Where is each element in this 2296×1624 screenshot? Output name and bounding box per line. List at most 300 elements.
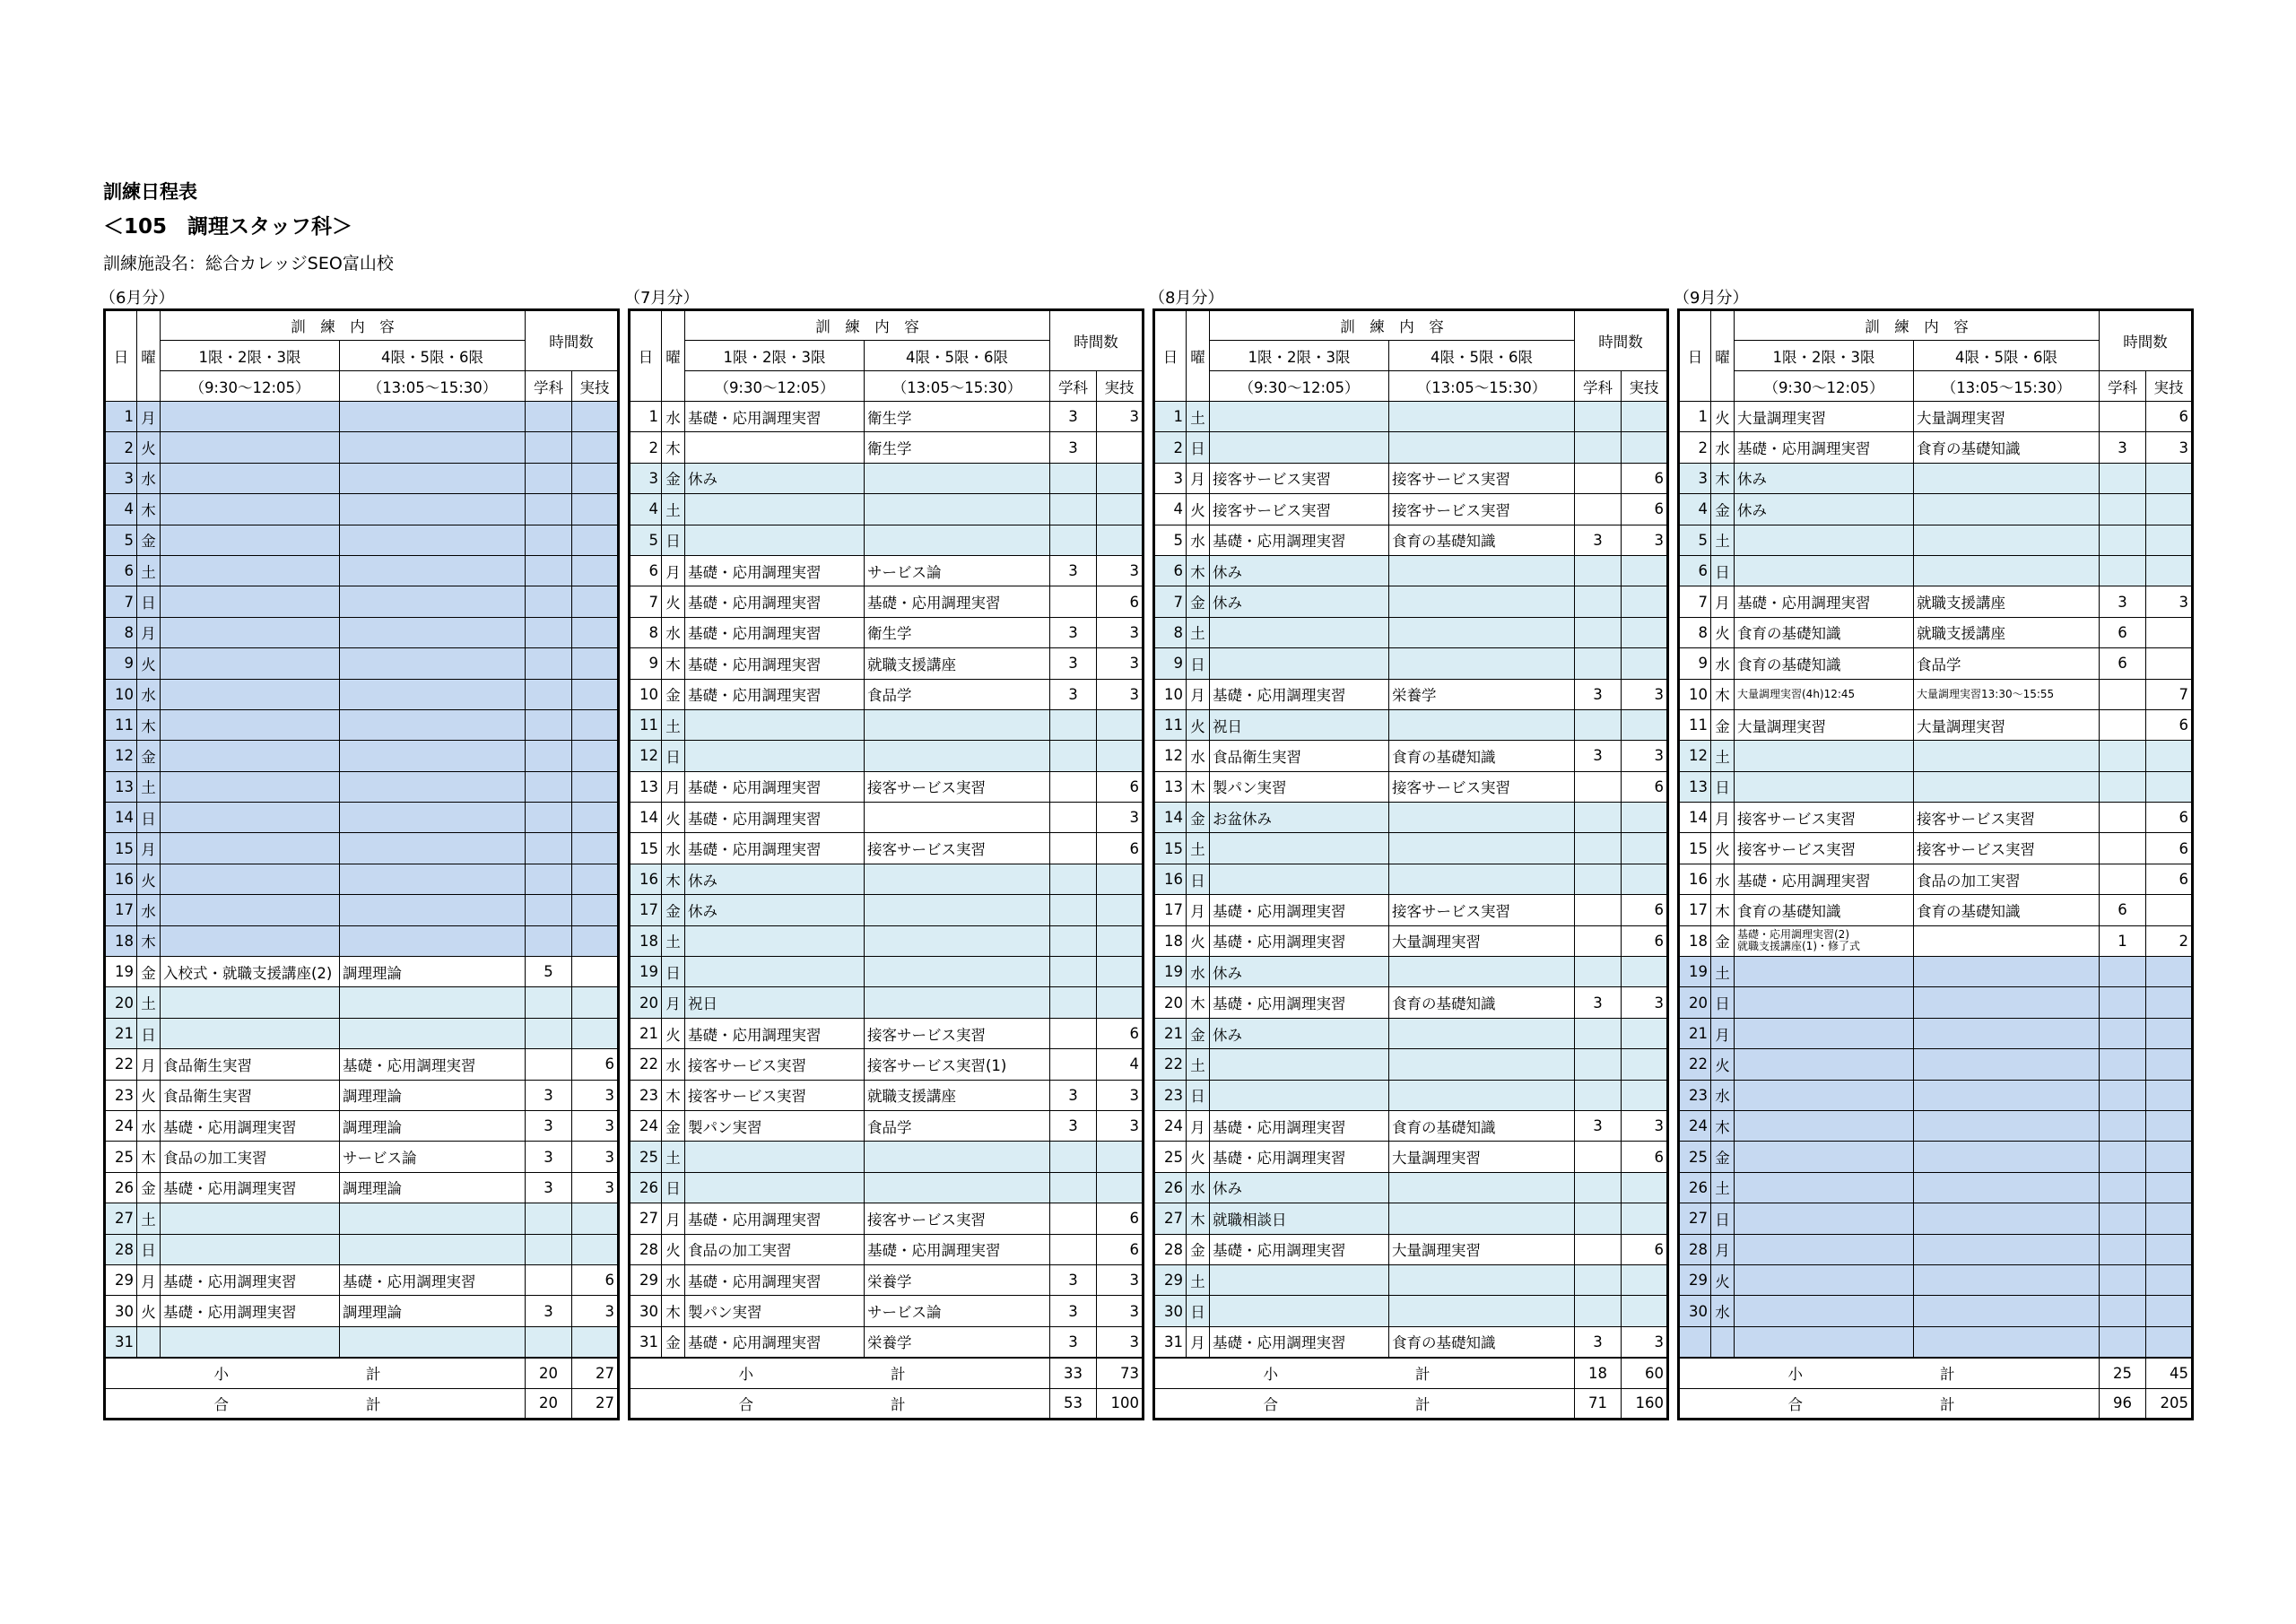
day-cell: 11 xyxy=(1154,709,1187,740)
dow-cell: 水 xyxy=(1711,648,1735,679)
am-cell xyxy=(1210,432,1389,463)
am-cell xyxy=(1735,1203,1914,1234)
am-cell: 製パン実習 xyxy=(685,1110,865,1141)
practice-hours-cell xyxy=(1622,555,1668,586)
practice-hours-cell xyxy=(1622,957,1668,987)
pm-cell xyxy=(340,1234,526,1264)
dow-cell: 土 xyxy=(137,1203,161,1234)
total-label: 合 計 xyxy=(1154,1388,1575,1419)
subtotal-row xyxy=(1154,1358,1668,1388)
practice-hours-cell xyxy=(2146,648,2193,679)
col-dow-header: 曜 xyxy=(1187,310,1210,402)
pm-cell: 栄養学 xyxy=(865,1264,1050,1295)
schedule-row xyxy=(1154,741,1668,771)
schedule-row xyxy=(630,463,1144,493)
schedule-row xyxy=(1154,1326,1668,1357)
pm-cell xyxy=(1389,1018,1575,1048)
schedule-row xyxy=(1679,463,2193,493)
lecture-hours-cell xyxy=(2100,741,2146,771)
practice-hours-cell xyxy=(2146,1203,2193,1234)
dow-cell: 月 xyxy=(662,987,685,1018)
subtotal-practice: 73 xyxy=(1097,1358,1144,1388)
practice-hours-cell: 4 xyxy=(1097,1049,1144,1080)
day-cell: 21 xyxy=(1679,1018,1711,1048)
dow-cell: 木 xyxy=(1187,555,1210,586)
schedule-row xyxy=(105,1203,619,1234)
pm-cell: サービス論 xyxy=(865,555,1050,586)
course-subtitle: ＜105 調理スタッフ科＞ xyxy=(103,215,353,239)
col-hours-header: 時間数 xyxy=(1050,310,1144,371)
lecture-hours-cell xyxy=(526,1049,572,1080)
dow-cell: 土 xyxy=(1711,957,1735,987)
dow-cell: 木 xyxy=(662,1296,685,1326)
schedule-row xyxy=(630,895,1144,925)
col-practice-header: 実技 xyxy=(1622,371,1668,402)
practice-hours-cell xyxy=(1622,1264,1668,1295)
practice-hours-cell xyxy=(572,1234,619,1264)
schedule-row xyxy=(1154,648,1668,679)
total-lecture: 96 xyxy=(2100,1388,2146,1419)
lecture-hours-cell xyxy=(2100,1172,2146,1203)
practice-hours-cell xyxy=(1097,987,1144,1018)
col-practice-header: 実技 xyxy=(1097,371,1144,402)
dow-cell: 金 xyxy=(137,741,161,771)
day-cell: 21 xyxy=(1154,1018,1187,1048)
practice-hours-cell xyxy=(1622,1203,1668,1234)
pm-cell: サービス論 xyxy=(340,1142,526,1172)
day-cell: 19 xyxy=(1154,957,1187,987)
dow-cell: 水 xyxy=(137,679,161,709)
pm-cell xyxy=(865,987,1050,1018)
total-lecture: 71 xyxy=(1575,1388,1622,1419)
practice-hours-cell xyxy=(1622,1049,1668,1080)
lecture-hours-cell: 3 xyxy=(1050,1296,1097,1326)
total-row xyxy=(630,1388,1144,1419)
total-practice: 100 xyxy=(1097,1388,1144,1419)
pm-cell xyxy=(865,463,1050,493)
lecture-hours-cell xyxy=(1575,463,1622,493)
practice-hours-cell: 3 xyxy=(572,1110,619,1141)
am-cell xyxy=(1735,555,1914,586)
schedule-row xyxy=(105,1296,619,1326)
day-cell: 9 xyxy=(1679,648,1711,679)
dow-cell: 月 xyxy=(1711,803,1735,833)
subtotal-row xyxy=(630,1358,1144,1388)
am-cell xyxy=(685,525,865,555)
practice-hours-cell xyxy=(1622,1080,1668,1110)
pm-cell xyxy=(1389,957,1575,987)
dow-cell: 金 xyxy=(1711,1142,1735,1172)
practice-hours-cell xyxy=(572,957,619,987)
pm-cell xyxy=(340,895,526,925)
dow-cell: 日 xyxy=(1187,1080,1210,1110)
subtotal-lecture: 20 xyxy=(526,1358,572,1388)
col-dow-header: 曜 xyxy=(1711,310,1735,402)
day-cell: 10 xyxy=(105,679,137,709)
schedule-row xyxy=(630,679,1144,709)
schedule-row xyxy=(1679,1296,2193,1326)
day-cell: 24 xyxy=(105,1110,137,1141)
pm-cell: 接客サービス実習 xyxy=(1389,771,1575,802)
dow-cell: 日 xyxy=(137,1018,161,1048)
practice-hours-cell xyxy=(1097,925,1144,956)
lecture-hours-cell xyxy=(2100,864,2146,894)
lecture-hours-cell: 5 xyxy=(526,957,572,987)
dow-cell: 土 xyxy=(137,555,161,586)
day-cell: 28 xyxy=(630,1234,662,1264)
am-cell: 基礎・応用調理実習 xyxy=(685,586,865,617)
lecture-hours-cell: 6 xyxy=(2100,895,2146,925)
am-cell xyxy=(161,679,340,709)
am-cell xyxy=(685,1172,865,1203)
practice-hours-cell: 3 xyxy=(1622,525,1668,555)
schedule-row xyxy=(105,1142,619,1172)
day-cell: 23 xyxy=(105,1080,137,1110)
pm-cell xyxy=(865,895,1050,925)
practice-hours-cell xyxy=(1097,432,1144,463)
col-day-header: 日 xyxy=(105,310,137,402)
am-cell: 食品衛生実習 xyxy=(161,1049,340,1080)
pm-cell xyxy=(1914,1018,2100,1048)
practice-hours-cell: 3 xyxy=(572,1080,619,1110)
am-cell xyxy=(1210,1080,1389,1110)
am-cell: 製パン実習 xyxy=(1210,771,1389,802)
schedule-row xyxy=(1679,1172,2193,1203)
lecture-hours-cell: 3 xyxy=(1575,987,1622,1018)
dow-cell: 火 xyxy=(1711,402,1735,432)
schedule-row xyxy=(1679,586,2193,617)
practice-hours-cell xyxy=(2146,1080,2193,1110)
lecture-hours-cell: 3 xyxy=(1050,402,1097,432)
dow-cell: 月 xyxy=(1187,1110,1210,1141)
pm-cell xyxy=(1389,617,1575,647)
lecture-hours-cell xyxy=(1575,803,1622,833)
dow-cell: 木 xyxy=(1187,771,1210,802)
am-cell xyxy=(161,402,340,432)
dow-cell: 木 xyxy=(1711,463,1735,493)
pm-cell xyxy=(1914,771,2100,802)
dow-cell: 月 xyxy=(137,1049,161,1080)
practice-hours-cell: 6 xyxy=(2146,833,2193,864)
am-cell: 大量調理実習 xyxy=(1735,709,1914,740)
schedule-row xyxy=(630,1049,1144,1080)
dow-cell: 日 xyxy=(662,525,685,555)
day-cell: 8 xyxy=(630,617,662,647)
pm-cell xyxy=(340,432,526,463)
lecture-hours-cell xyxy=(1575,771,1622,802)
dow-cell: 日 xyxy=(1187,864,1210,894)
dow-cell: 月 xyxy=(662,771,685,802)
lecture-hours-cell xyxy=(1050,803,1097,833)
pm-cell xyxy=(340,1326,526,1357)
col-am-time: （9:30～12:05） xyxy=(161,371,340,402)
practice-hours-cell xyxy=(1097,1172,1144,1203)
dow-cell: 木 xyxy=(1187,1203,1210,1234)
pm-cell: 大量調理実習 xyxy=(1914,709,2100,740)
lecture-hours-cell: 3 xyxy=(1575,525,1622,555)
am-cell: 接客サービス実習 xyxy=(1735,803,1914,833)
day-cell: 29 xyxy=(105,1264,137,1295)
dow-cell: 水 xyxy=(1711,1080,1735,1110)
schedule-row xyxy=(1679,617,2193,647)
am-cell: 基礎・応用調理実習 xyxy=(1210,525,1389,555)
practice-hours-cell: 6 xyxy=(1622,1142,1668,1172)
dow-cell xyxy=(1711,1326,1735,1357)
subtotal-label: 小 計 xyxy=(630,1358,1050,1388)
lecture-hours-cell xyxy=(526,1018,572,1048)
lecture-hours-cell xyxy=(2100,987,2146,1018)
day-cell: 26 xyxy=(105,1172,137,1203)
schedule-row xyxy=(1679,1110,2193,1141)
lecture-hours-cell xyxy=(526,648,572,679)
day-cell: 7 xyxy=(1154,586,1187,617)
day-cell: 14 xyxy=(630,803,662,833)
schedule-row xyxy=(1154,1142,1668,1172)
pm-cell xyxy=(1389,432,1575,463)
pm-cell xyxy=(340,1203,526,1234)
practice-hours-cell xyxy=(2146,1326,2193,1357)
dow-cell: 水 xyxy=(1187,1172,1210,1203)
day-cell: 27 xyxy=(105,1203,137,1234)
dow-cell: 日 xyxy=(137,1234,161,1264)
pm-cell: 食育の基礎知識 xyxy=(1389,1110,1575,1141)
schedule-row xyxy=(1154,555,1668,586)
schedule-row xyxy=(1154,864,1668,894)
pm-cell: 就職支援講座 xyxy=(865,1080,1050,1110)
schedule-row xyxy=(1154,771,1668,802)
am-cell xyxy=(1735,987,1914,1018)
dow-cell: 水 xyxy=(1187,525,1210,555)
day-cell: 28 xyxy=(1679,1234,1711,1264)
col-am-header: 1限・2限・3限 xyxy=(1735,341,1914,371)
lecture-hours-cell xyxy=(526,987,572,1018)
schedule-row xyxy=(1154,957,1668,987)
practice-hours-cell xyxy=(2146,895,2193,925)
lecture-hours-cell xyxy=(2100,494,2146,525)
dow-cell: 木 xyxy=(137,709,161,740)
month-table xyxy=(103,308,620,1420)
day-cell: 19 xyxy=(105,957,137,987)
practice-hours-cell: 3 xyxy=(1622,1110,1668,1141)
lecture-hours-cell xyxy=(1575,1142,1622,1172)
dow-cell: 金 xyxy=(1187,803,1210,833)
pm-cell: 就職支援講座 xyxy=(1914,586,2100,617)
practice-hours-cell: 3 xyxy=(1097,679,1144,709)
month-label: （9月分） xyxy=(1674,289,1749,308)
am-cell: 基礎・応用調理実習 xyxy=(685,1326,865,1357)
schedule-row xyxy=(105,1049,619,1080)
schedule-row xyxy=(1679,679,2193,709)
am-cell xyxy=(161,833,340,864)
schedule-row xyxy=(1679,741,2193,771)
am-cell: 基礎・応用調理実習 xyxy=(685,1203,865,1234)
dow-cell: 水 xyxy=(137,1110,161,1141)
day-cell: 21 xyxy=(630,1018,662,1048)
total-row xyxy=(1679,1388,2193,1419)
schedule-row xyxy=(105,648,619,679)
am-cell: 基礎・応用調理実習 xyxy=(161,1172,340,1203)
practice-hours-cell xyxy=(1622,432,1668,463)
pm-cell xyxy=(865,864,1050,894)
dow-cell: 水 xyxy=(1711,864,1735,894)
am-cell xyxy=(1735,1296,1914,1326)
day-cell: 15 xyxy=(105,833,137,864)
day-cell: 26 xyxy=(1679,1172,1711,1203)
pm-cell: 接客サービス実習 xyxy=(1389,463,1575,493)
practice-hours-cell xyxy=(2146,957,2193,987)
dow-cell: 金 xyxy=(662,679,685,709)
day-cell: 25 xyxy=(105,1142,137,1172)
day-cell: 24 xyxy=(630,1110,662,1141)
am-cell: 基礎・応用調理実習 xyxy=(685,1264,865,1295)
am-cell: 休み xyxy=(1735,463,1914,493)
schedule-row xyxy=(630,1172,1144,1203)
practice-hours-cell: 6 xyxy=(1097,586,1144,617)
pm-cell: 基礎・応用調理実習 xyxy=(340,1049,526,1080)
subtotal-label: 小 計 xyxy=(1679,1358,2100,1388)
day-cell: 30 xyxy=(105,1296,137,1326)
schedule-row xyxy=(630,617,1144,647)
col-am-time: （9:30～12:05） xyxy=(685,371,865,402)
pm-cell xyxy=(1389,1049,1575,1080)
pm-cell: 基礎・応用調理実習 xyxy=(865,586,1050,617)
lecture-hours-cell xyxy=(1575,709,1622,740)
lecture-hours-cell xyxy=(1050,741,1097,771)
day-cell: 24 xyxy=(1679,1110,1711,1141)
dow-cell: 火 xyxy=(137,1080,161,1110)
am-cell: 基礎・応用調理実習 xyxy=(685,617,865,647)
lecture-hours-cell xyxy=(1575,1080,1622,1110)
schedule-row xyxy=(630,771,1144,802)
day-cell: 9 xyxy=(105,648,137,679)
practice-hours-cell: 6 xyxy=(1622,895,1668,925)
am-cell: 食育の基礎知識 xyxy=(1735,648,1914,679)
schedule-row xyxy=(1154,432,1668,463)
day-cell: 23 xyxy=(630,1080,662,1110)
pm-cell xyxy=(1914,1110,2100,1141)
practice-hours-cell xyxy=(1097,957,1144,987)
month-label: （8月分） xyxy=(1149,289,1224,308)
pm-cell: 大量調理実習 xyxy=(1389,925,1575,956)
dow-cell: 月 xyxy=(1711,586,1735,617)
day-cell: 9 xyxy=(1154,648,1187,679)
lecture-hours-cell: 3 xyxy=(1050,1110,1097,1141)
dow-cell: 火 xyxy=(1711,1049,1735,1080)
lecture-hours-cell xyxy=(526,741,572,771)
dow-cell: 水 xyxy=(662,617,685,647)
day-cell: 25 xyxy=(630,1142,662,1172)
day-cell: 1 xyxy=(105,402,137,432)
schedule-row xyxy=(1679,1142,2193,1172)
day-cell: 4 xyxy=(1679,494,1711,525)
schedule-row xyxy=(1679,525,2193,555)
am-cell xyxy=(685,957,865,987)
lecture-hours-cell xyxy=(2100,1264,2146,1295)
pm-cell: 食品学 xyxy=(1914,648,2100,679)
schedule-row xyxy=(1154,586,1668,617)
day-cell: 27 xyxy=(1679,1203,1711,1234)
day-cell: 11 xyxy=(630,709,662,740)
pm-cell xyxy=(865,925,1050,956)
dow-cell: 木 xyxy=(662,1080,685,1110)
practice-hours-cell xyxy=(2146,617,2193,647)
lecture-hours-cell xyxy=(526,432,572,463)
dow-cell: 火 xyxy=(662,1234,685,1264)
day-cell: 2 xyxy=(630,432,662,463)
day-cell: 20 xyxy=(1154,987,1187,1018)
schedule-row xyxy=(1679,1203,2193,1234)
dow-cell: 金 xyxy=(662,463,685,493)
lecture-hours-cell xyxy=(1050,1049,1097,1080)
schedule-row xyxy=(105,402,619,432)
practice-hours-cell xyxy=(2146,1234,2193,1264)
pm-cell: 栄養学 xyxy=(865,1326,1050,1357)
lecture-hours-cell: 3 xyxy=(1575,1110,1622,1141)
practice-hours-cell xyxy=(572,895,619,925)
am-cell xyxy=(1210,833,1389,864)
practice-hours-cell xyxy=(572,679,619,709)
col-training-header: 訓 練 内 容 xyxy=(1735,310,2100,341)
practice-hours-cell: 6 xyxy=(1622,463,1668,493)
am-cell xyxy=(1735,1234,1914,1264)
practice-hours-cell xyxy=(572,803,619,833)
dow-cell: 火 xyxy=(137,432,161,463)
lecture-hours-cell xyxy=(526,864,572,894)
lecture-hours-cell: 3 xyxy=(526,1296,572,1326)
schedule-row xyxy=(630,1264,1144,1295)
lecture-hours-cell xyxy=(2100,402,2146,432)
pm-cell xyxy=(1914,1203,2100,1234)
dow-cell: 水 xyxy=(137,463,161,493)
am-cell: 基礎・応用調理実習 xyxy=(1210,1234,1389,1264)
lecture-hours-cell xyxy=(1050,771,1097,802)
practice-hours-cell: 3 xyxy=(1097,803,1144,833)
schedule-row xyxy=(105,1326,619,1357)
lecture-hours-cell xyxy=(526,1203,572,1234)
schedule-row xyxy=(1154,1018,1668,1048)
col-am-header: 1限・2限・3限 xyxy=(161,341,340,371)
am-cell xyxy=(685,432,865,463)
practice-hours-cell xyxy=(572,1203,619,1234)
am-cell xyxy=(161,617,340,647)
day-cell: 6 xyxy=(1154,555,1187,586)
am-cell xyxy=(1210,617,1389,647)
dow-cell: 土 xyxy=(662,709,685,740)
pm-cell xyxy=(1914,987,2100,1018)
col-day-header: 日 xyxy=(630,310,662,402)
am-cell: 基礎・応用調理実習 xyxy=(685,555,865,586)
pm-cell xyxy=(1914,741,2100,771)
dow-cell: 金 xyxy=(1187,586,1210,617)
lecture-hours-cell: 6 xyxy=(2100,648,2146,679)
lecture-hours-cell xyxy=(526,771,572,802)
practice-hours-cell xyxy=(1097,1142,1144,1172)
day-cell: 8 xyxy=(1679,617,1711,647)
col-hours-header: 時間数 xyxy=(1575,310,1668,371)
subtotal-practice: 27 xyxy=(572,1358,619,1388)
am-cell xyxy=(161,709,340,740)
am-cell: 祝日 xyxy=(685,987,865,1018)
practice-hours-cell xyxy=(2146,987,2193,1018)
lecture-hours-cell: 1 xyxy=(2100,925,2146,956)
dow-cell: 土 xyxy=(137,771,161,802)
am-cell xyxy=(1210,1049,1389,1080)
schedule-row xyxy=(1154,709,1668,740)
day-cell: 29 xyxy=(1679,1264,1711,1295)
subtotal-label: 小 計 xyxy=(1154,1358,1575,1388)
practice-hours-cell xyxy=(572,925,619,956)
practice-hours-cell: 6 xyxy=(2146,803,2193,833)
